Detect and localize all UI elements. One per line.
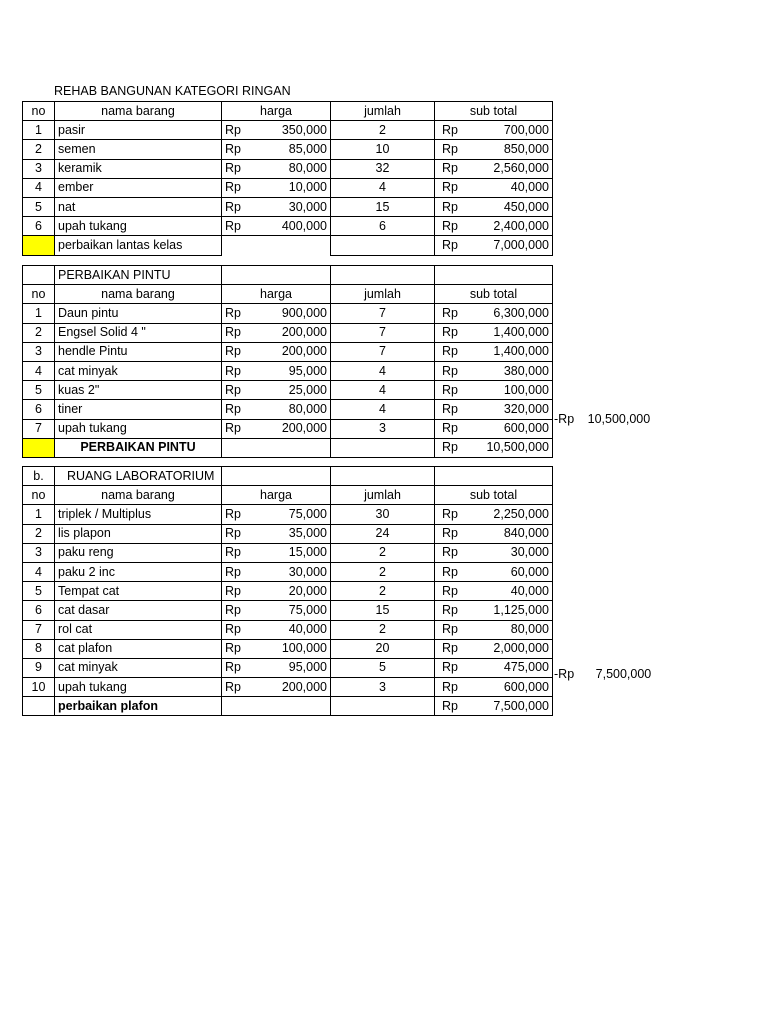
table-row: [23, 543, 553, 562]
currency: Rp: [442, 506, 458, 521]
table-row: [23, 678, 553, 697]
row-sub-total: 60,000: [510, 564, 549, 579]
row-jumlah: 2: [331, 543, 435, 562]
table-rehab-bangunan: [22, 101, 553, 256]
currency: Rp: [225, 641, 241, 656]
table-row: [23, 658, 553, 677]
row-no: 1: [23, 505, 55, 524]
row-nama-barang: paku 2 inc: [55, 562, 222, 581]
currency: Rp: [225, 602, 241, 617]
row-nama-barang: kuas 2": [55, 381, 222, 400]
row-no: 2: [23, 524, 55, 543]
header-harga: harga: [222, 285, 331, 304]
row-sub-total: 2,560,000: [493, 161, 549, 176]
row-nama-barang: Engsel Solid 4 ": [55, 323, 222, 342]
row-harga: 95,000: [288, 660, 327, 675]
row-sub-total: 2,400,000: [493, 218, 549, 233]
header-nama-barang: nama barang: [55, 285, 222, 304]
row-sub-total: 1,400,000: [493, 325, 549, 340]
row-harga: 100,000: [281, 641, 327, 656]
row-sub-total: 1,125,000: [493, 602, 549, 617]
table-row: [23, 140, 553, 159]
currency: Rp: [442, 344, 458, 359]
currency: Rp: [442, 583, 458, 598]
row-harga: 80,000: [288, 401, 327, 416]
table-row: [23, 381, 553, 400]
row-nama-barang: paku reng: [55, 543, 222, 562]
header-no: no: [23, 486, 55, 505]
total-row: [23, 236, 553, 255]
total-label: perbaikan plafon: [55, 697, 222, 716]
header-nama-barang: nama barang: [55, 102, 222, 121]
row-jumlah: 4: [331, 381, 435, 400]
table-row: [23, 601, 553, 620]
row-sub-total: 475,000: [503, 660, 549, 675]
table-row: [23, 342, 553, 361]
currency: Rp: [442, 440, 458, 455]
row-harga: 400,000: [281, 218, 327, 233]
row-harga: 15,000: [288, 545, 327, 560]
currency: Rp: [442, 564, 458, 579]
currency: Rp: [225, 679, 241, 694]
table-row: [23, 121, 553, 140]
currency: Rp: [225, 363, 241, 378]
currency: Rp: [225, 421, 241, 436]
currency: Rp: [225, 218, 241, 233]
row-jumlah: 15: [331, 197, 435, 216]
currency: Rp: [225, 382, 241, 397]
row-harga: 200,000: [281, 344, 327, 359]
header-no: no: [23, 285, 55, 304]
currency: Rp: [225, 325, 241, 340]
row-harga: 80,000: [288, 161, 327, 176]
row-harga: 35,000: [288, 526, 327, 541]
row-harga: 200,000: [281, 421, 327, 436]
row-nama-barang: pasir: [55, 121, 222, 140]
table-row: [23, 562, 553, 581]
row-no: 1: [23, 121, 55, 140]
currency: Rp: [225, 526, 241, 541]
row-nama-barang: cat plafon: [55, 639, 222, 658]
row-harga: 350,000: [281, 122, 327, 137]
total-value: 10,500,000: [486, 440, 549, 455]
currency: Rp: [225, 622, 241, 637]
row-jumlah: 7: [331, 342, 435, 361]
header-row: [23, 285, 553, 304]
row-no: 4: [23, 562, 55, 581]
row-nama-barang: triplek / Multiplus: [55, 505, 222, 524]
row-harga: 75,000: [288, 506, 327, 521]
currency: Rp: [442, 698, 458, 713]
row-sub-total: 700,000: [503, 122, 549, 137]
row-no: 10: [23, 678, 55, 697]
row-no: 2: [23, 323, 55, 342]
row-jumlah: 32: [331, 159, 435, 178]
currency: Rp: [225, 660, 241, 675]
side-value: 10,500,000: [587, 412, 651, 426]
row-sub-total: 2,250,000: [493, 506, 549, 521]
row-jumlah: 20: [331, 639, 435, 658]
row-no: 4: [23, 178, 55, 197]
row-sub-total: 450,000: [503, 199, 549, 214]
currency: Rp: [442, 237, 458, 252]
currency: Rp: [225, 122, 241, 137]
currency: Rp: [442, 161, 458, 176]
row-harga: 85,000: [288, 141, 327, 156]
currency: Rp: [442, 641, 458, 656]
row-no: 9: [23, 658, 55, 677]
row-no: 3: [23, 342, 55, 361]
currency: Rp: [442, 141, 458, 156]
row-jumlah: 5: [331, 658, 435, 677]
table-perbaikan-pintu: [22, 265, 553, 458]
currency: Rp: [442, 382, 458, 397]
row-nama-barang: cat minyak: [55, 658, 222, 677]
section2-title: PERBAIKAN PINTU: [55, 266, 222, 285]
table-row: [23, 304, 553, 323]
currency: Rp: [442, 218, 458, 233]
currency: Rp: [225, 401, 241, 416]
total-value: 7,000,000: [493, 237, 549, 252]
currency: Rp: [442, 421, 458, 436]
table-row: [23, 419, 553, 438]
row-no: 7: [23, 620, 55, 639]
table-row: [23, 400, 553, 419]
row-harga: 25,000: [288, 382, 327, 397]
side-value: 7,500,000: [595, 667, 652, 681]
currency: Rp: [442, 660, 458, 675]
row-sub-total: 2,000,000: [493, 641, 549, 656]
row-sub-total: 40,000: [510, 180, 549, 195]
row-nama-barang: upah tukang: [55, 419, 222, 438]
header-harga: harga: [222, 102, 331, 121]
row-sub-total: 320,000: [503, 401, 549, 416]
row-nama-barang: semen: [55, 140, 222, 159]
row-harga: 900,000: [281, 305, 327, 320]
row-jumlah: 4: [331, 361, 435, 380]
row-sub-total: 850,000: [503, 141, 549, 156]
currency: Rp: [225, 506, 241, 521]
row-no: 6: [23, 601, 55, 620]
row-nama-barang: keramik: [55, 159, 222, 178]
table-row: [23, 361, 553, 380]
row-jumlah: 7: [331, 304, 435, 323]
side-currency: -Rp: [554, 667, 575, 681]
row-no: 5: [23, 381, 55, 400]
row-nama-barang: upah tukang: [55, 678, 222, 697]
row-nama-barang: lis plapon: [55, 524, 222, 543]
currency: Rp: [442, 401, 458, 416]
table-row: [23, 159, 553, 178]
section3-prefix: b.: [23, 467, 55, 486]
header-sub-total: sub total: [435, 486, 553, 505]
row-sub-total: 1,400,000: [493, 344, 549, 359]
row-nama-barang: rol cat: [55, 620, 222, 639]
currency: Rp: [442, 122, 458, 137]
currency: Rp: [442, 526, 458, 541]
row-sub-total: 600,000: [503, 679, 549, 694]
row-jumlah: 15: [331, 601, 435, 620]
currency: Rp: [225, 545, 241, 560]
header-jumlah: jumlah: [331, 285, 435, 304]
row-sub-total: 600,000: [503, 421, 549, 436]
row-jumlah: 2: [331, 562, 435, 581]
row-nama-barang: tiner: [55, 400, 222, 419]
row-no: 6: [23, 217, 55, 236]
total-row: [23, 438, 553, 457]
currency: Rp: [442, 545, 458, 560]
table-row: [23, 178, 553, 197]
row-jumlah: 4: [331, 400, 435, 419]
row-jumlah: 2: [331, 620, 435, 639]
row-harga: 20,000: [288, 583, 327, 598]
row-no: 3: [23, 543, 55, 562]
row-nama-barang: upah tukang: [55, 217, 222, 236]
section3-title: RUANG LABORATORIUM: [55, 467, 222, 486]
row-jumlah: 2: [331, 121, 435, 140]
highlight-cell: [23, 236, 55, 255]
table-row: [23, 217, 553, 236]
row-nama-barang: ember: [55, 178, 222, 197]
row-sub-total: 6,300,000: [493, 305, 549, 320]
row-nama-barang: cat dasar: [55, 601, 222, 620]
row-sub-total: 840,000: [503, 526, 549, 541]
total-label: PERBAIKAN PINTU: [55, 438, 222, 457]
currency: Rp: [442, 305, 458, 320]
header-no: no: [23, 102, 55, 121]
row-jumlah: 4: [331, 178, 435, 197]
table-row: [23, 505, 553, 524]
table-ruang-laboratorium: [22, 466, 553, 716]
highlight-cell: [23, 438, 55, 457]
row-jumlah: 2: [331, 582, 435, 601]
row-no: 4: [23, 361, 55, 380]
row-nama-barang: Tempat cat: [55, 582, 222, 601]
title-row: [23, 266, 553, 285]
header-harga: harga: [222, 486, 331, 505]
row-nama-barang: cat minyak: [55, 361, 222, 380]
side-total-pintu: [554, 412, 650, 426]
row-harga: 30,000: [288, 564, 327, 579]
row-jumlah: 6: [331, 217, 435, 236]
currency: Rp: [225, 141, 241, 156]
row-jumlah: 7: [331, 323, 435, 342]
header-row: [23, 102, 553, 121]
table-row: [23, 524, 553, 543]
row-nama-barang: nat: [55, 197, 222, 216]
row-jumlah: 24: [331, 524, 435, 543]
currency: Rp: [442, 325, 458, 340]
row-sub-total: 380,000: [503, 363, 549, 378]
row-harga: 95,000: [288, 363, 327, 378]
row-harga: 200,000: [281, 679, 327, 694]
currency: Rp: [225, 161, 241, 176]
row-nama-barang: hendle Pintu: [55, 342, 222, 361]
total-row: [23, 697, 553, 716]
row-no: 5: [23, 197, 55, 216]
currency: Rp: [442, 679, 458, 694]
row-sub-total: 80,000: [510, 622, 549, 637]
row-jumlah: 10: [331, 140, 435, 159]
row-harga: 10,000: [288, 180, 327, 195]
row-harga: 200,000: [281, 325, 327, 340]
section1-title: REHAB BANGUNAN KATEGORI RINGAN: [54, 84, 291, 98]
total-value: 7,500,000: [493, 698, 549, 713]
side-currency: -Rp: [554, 412, 575, 426]
row-jumlah: 30: [331, 505, 435, 524]
currency: Rp: [225, 344, 241, 359]
row-no: 5: [23, 582, 55, 601]
header-row: [23, 486, 553, 505]
row-harga: 30,000: [288, 199, 327, 214]
table-row: [23, 323, 553, 342]
currency: Rp: [442, 180, 458, 195]
currency: Rp: [225, 180, 241, 195]
row-jumlah: 3: [331, 419, 435, 438]
header-jumlah: jumlah: [331, 102, 435, 121]
currency: Rp: [442, 602, 458, 617]
row-jumlah: 3: [331, 678, 435, 697]
currency: Rp: [442, 199, 458, 214]
table-row: [23, 639, 553, 658]
currency: Rp: [225, 583, 241, 598]
currency: Rp: [225, 199, 241, 214]
row-sub-total: 100,000: [503, 382, 549, 397]
row-no: 7: [23, 419, 55, 438]
title-row: [23, 467, 553, 486]
row-sub-total: 40,000: [510, 583, 549, 598]
row-harga: 40,000: [288, 622, 327, 637]
header-jumlah: jumlah: [331, 486, 435, 505]
row-no: 2: [23, 140, 55, 159]
header-sub-total: sub total: [435, 285, 553, 304]
row-no: 8: [23, 639, 55, 658]
row-sub-total: 30,000: [510, 545, 549, 560]
row-nama-barang: Daun pintu: [55, 304, 222, 323]
currency: Rp: [442, 363, 458, 378]
header-sub-total: sub total: [435, 102, 553, 121]
header-nama-barang: nama barang: [55, 486, 222, 505]
total-label: perbaikan lantas kelas: [55, 236, 222, 255]
currency: Rp: [225, 305, 241, 320]
row-no: 6: [23, 400, 55, 419]
table-row: [23, 197, 553, 216]
currency: Rp: [225, 564, 241, 579]
currency: Rp: [442, 622, 458, 637]
table-row: [23, 582, 553, 601]
row-no: 1: [23, 304, 55, 323]
side-total-laboratorium: [554, 667, 651, 681]
table-row: [23, 620, 553, 639]
row-harga: 75,000: [288, 602, 327, 617]
row-no: 3: [23, 159, 55, 178]
